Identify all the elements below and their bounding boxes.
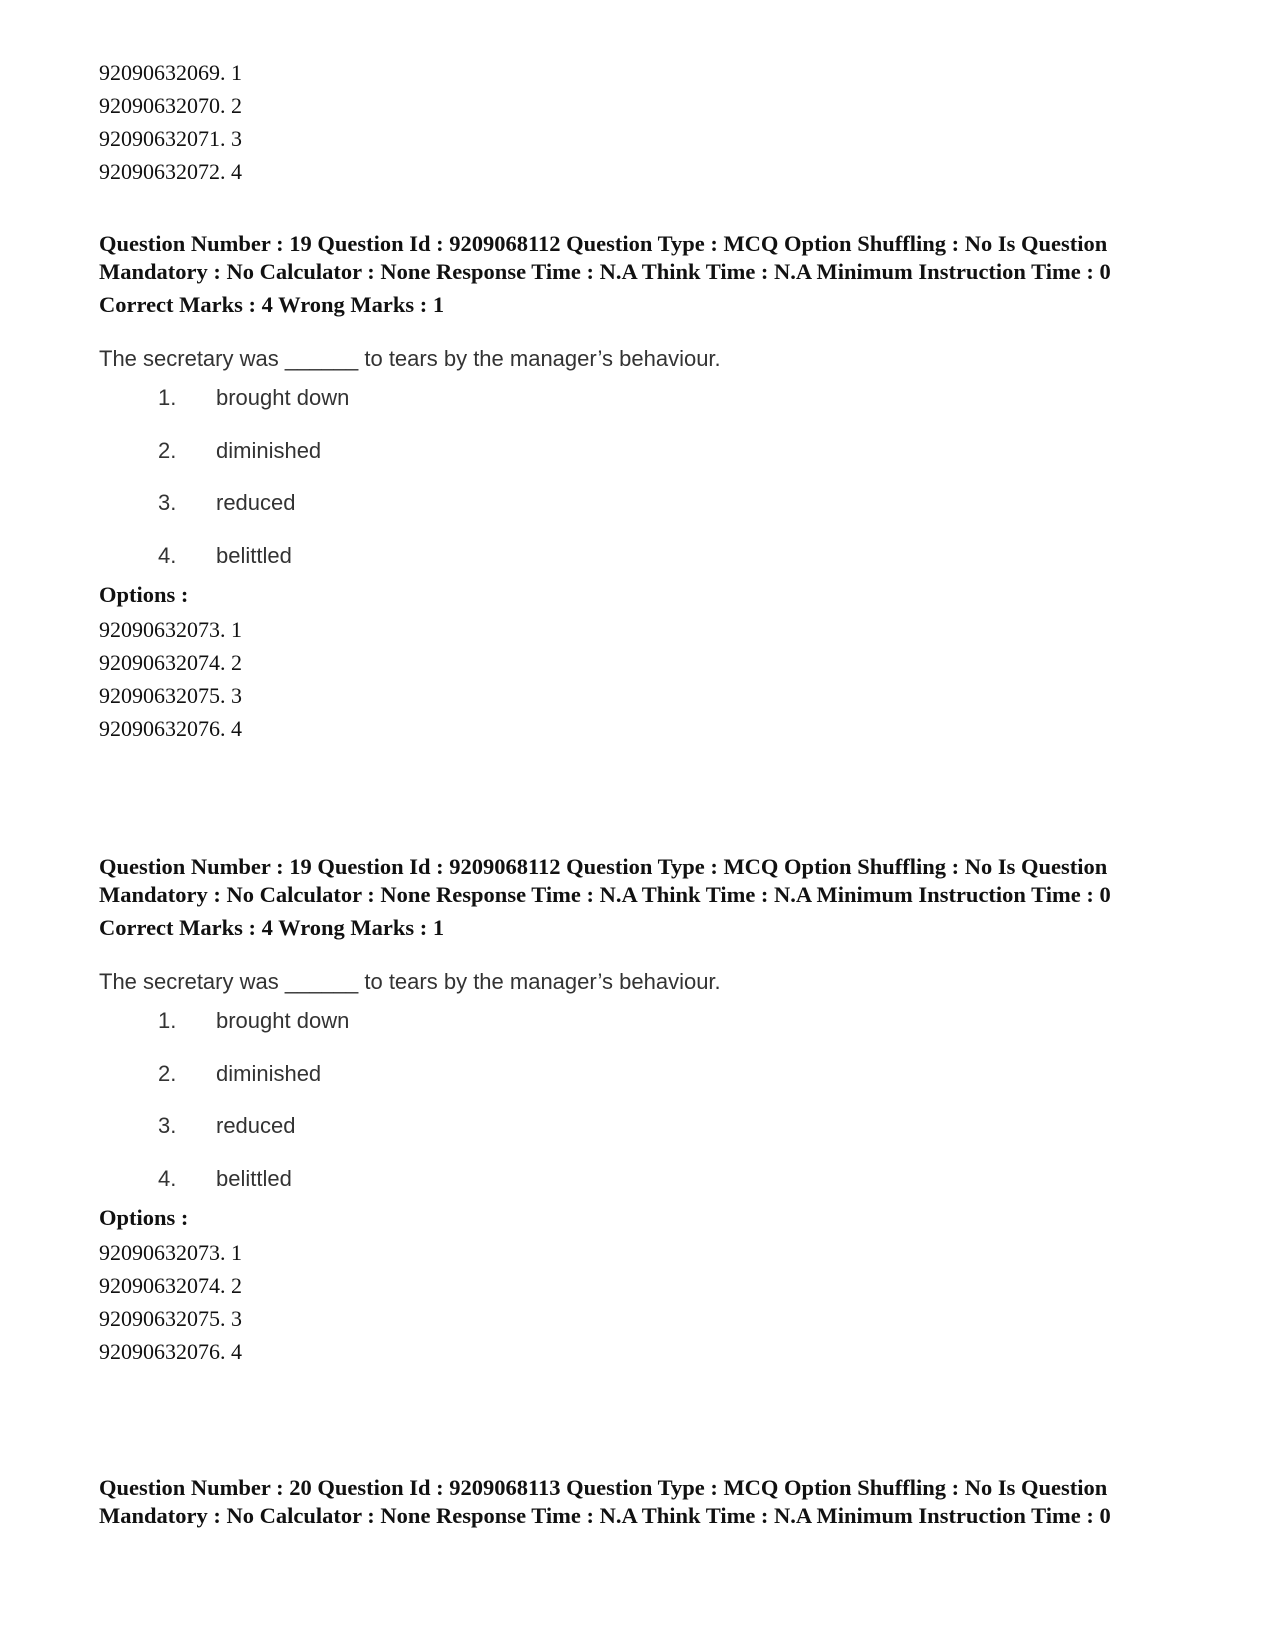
question-block: [99, 230, 1215, 745]
option-id-line: 92090632074. 2: [99, 1273, 242, 1298]
choice-number: 1.: [158, 385, 177, 410]
options-title: Options :: [99, 582, 189, 607]
option-id-line: 92090632073. 1: [99, 617, 242, 642]
option-id-line: 92090632075. 3: [99, 1306, 242, 1331]
answer-choices: [99, 384, 1215, 594]
option-id-line: 92090632075. 3: [99, 683, 242, 708]
answer-choice: [99, 1112, 1215, 1165]
option-id-line: 92090632074. 2: [99, 650, 242, 675]
choice-number: 3.: [158, 1113, 177, 1138]
question-marks: Correct Marks : 4 Wrong Marks : 1: [99, 915, 445, 940]
question-block: [99, 853, 1215, 1368]
question-header: Question Number : 19 Question Id : 9209068112 Question Type : MCQ Option Shuffling : No Is Question Mandatory : No Calculator : None Response Time : N.A Think Time : N.A Minimum Instruction Time : 0: [99, 854, 1111, 907]
choice-label: belittled: [216, 542, 292, 568]
option-id-line: 92090632073. 1: [99, 1240, 242, 1265]
choice-label: brought down: [216, 385, 350, 410]
answer-choice: [99, 489, 1215, 542]
top-options-list: [99, 56, 1215, 188]
option-id-line: 92090632076. 4: [99, 716, 242, 741]
choice-label: reduced: [216, 490, 296, 515]
option-id-line: 92090632076. 4: [99, 1339, 242, 1364]
question-block: [99, 1474, 1215, 1530]
question-header: Question Number : 20 Question Id : 9209068113 Question Type : MCQ Option Shuffling : No Is Question Mandatory : No Calculator : None Response Time : N.A Think Time : N.A Minimum Instruction Time : 0: [99, 1475, 1111, 1528]
answer-choices: [99, 1007, 1215, 1217]
option-id-line: 92090632070. 2: [99, 93, 242, 118]
choice-number: 2.: [158, 1060, 177, 1086]
question-text: The secretary was ______ to tears by the manager’s behaviour.: [99, 346, 721, 371]
choice-number: 1.: [158, 1008, 177, 1033]
answer-choice: [99, 437, 1215, 490]
question-text: The secretary was ______ to tears by the manager’s behaviour.: [99, 969, 721, 994]
choice-label: reduced: [216, 1113, 296, 1138]
option-id-line: 92090632069. 1: [99, 60, 242, 85]
choice-number: 3.: [158, 490, 177, 515]
options-title: Options :: [99, 1205, 189, 1230]
choice-number: 4.: [158, 1165, 177, 1191]
options-list: [99, 1236, 1215, 1368]
options-list: [99, 613, 1215, 745]
answer-choice: [99, 1007, 1215, 1060]
choice-label: belittled: [216, 1165, 292, 1191]
choice-label: brought down: [216, 1008, 350, 1033]
answer-choice: [99, 1060, 1215, 1113]
answer-choice: [99, 384, 1215, 437]
choice-number: 4.: [158, 542, 177, 568]
choice-label: diminished: [216, 1060, 322, 1086]
choice-label: diminished: [216, 437, 322, 463]
option-id-line: 92090632071. 3: [99, 126, 242, 151]
question-marks: Correct Marks : 4 Wrong Marks : 1: [99, 292, 445, 317]
question-header: Question Number : 19 Question Id : 9209068112 Question Type : MCQ Option Shuffling : No Is Question Mandatory : No Calculator : None Response Time : N.A Think Time : N.A Minimum Instruction Time : 0: [99, 231, 1111, 284]
choice-number: 2.: [158, 437, 177, 463]
option-id-line: 92090632072. 4: [99, 159, 242, 184]
